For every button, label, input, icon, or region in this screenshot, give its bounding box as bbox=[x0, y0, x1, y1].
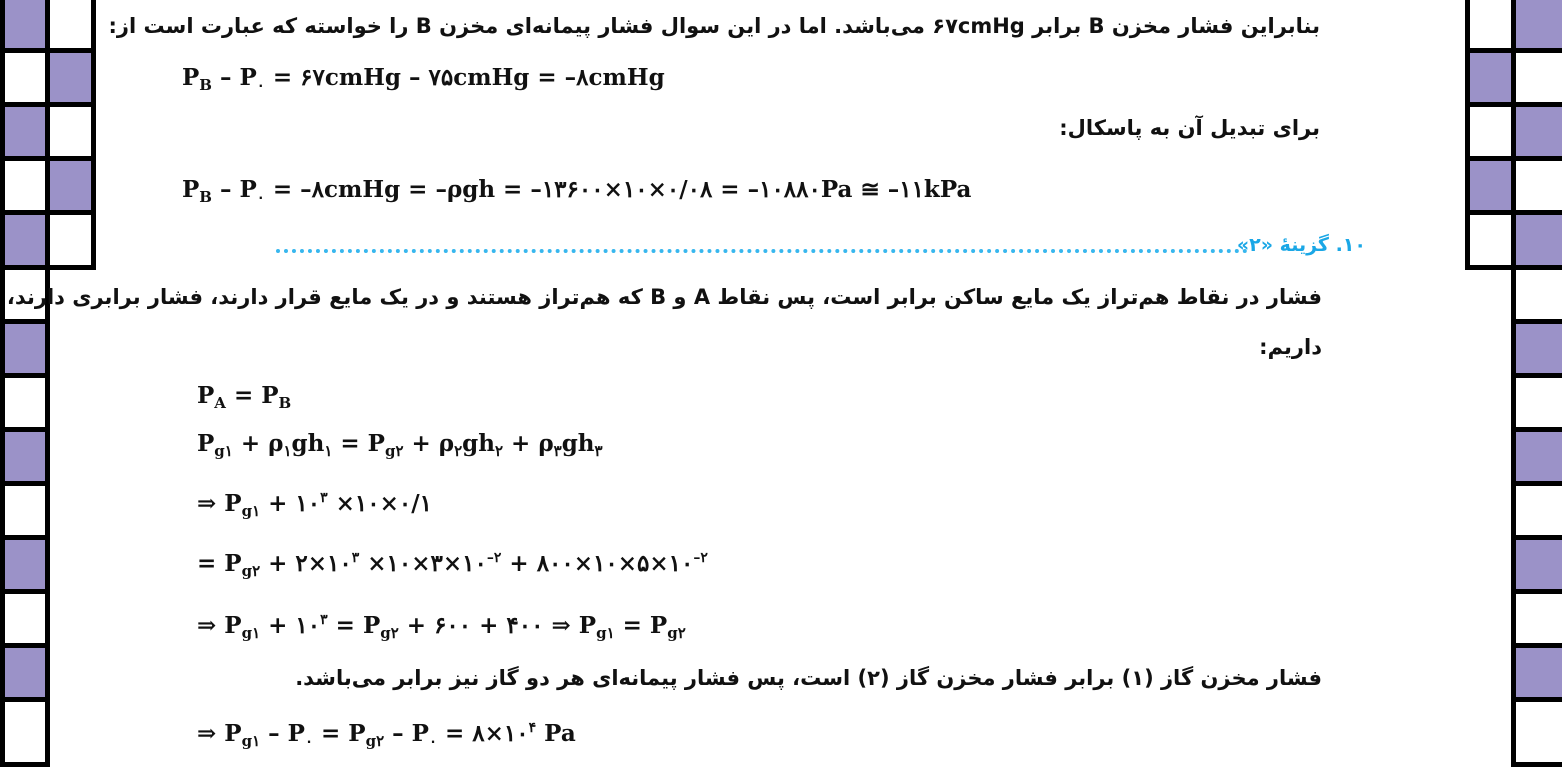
question-heading: ۱۰. گزینهٔ «۲» bbox=[1236, 234, 1366, 256]
paragraph-line: داریم: bbox=[1259, 335, 1322, 359]
equation-line: ⇒ $P_{g۱}$ + $۱۰^۳$ ×۱۰×۰/۱ bbox=[197, 490, 433, 520]
equation-line: ⇒ $P_{g۱}$ + $۱۰^۳ = P_{g۲}$ + ۶۰۰ + ۴۰۰ ⇒ $P_{g۱} = P_{g۲}$ bbox=[197, 612, 686, 642]
paragraph-line: فشار مخزن گاز (۱) برابر فشار مخزن گاز (۲) است، پس فشار پیمانه‌ای هر دو گاز نیز برابر می‌باشد. bbox=[295, 666, 1322, 690]
equation-line: ⇒ $P_{g۱} - P_۰ = P_{g۲} - P_۰$ = $۸\times ۱۰^۴$ Pa bbox=[197, 720, 576, 750]
heading-dotted-rule bbox=[276, 249, 1248, 253]
equation-line: $P_{g۱} + \rho_۱gh_۱ = P_{g۲} + \rho_۲gh_۲ + \rho_۳gh_۳$ bbox=[197, 430, 603, 460]
paragraph-line: بنابراین فشار مخزن B برابر ۶۷cmHg می‌باشد. اما در این سوال فشار پیمانه‌ای مخزن B را خواسته که عبارت است از: bbox=[108, 14, 1320, 38]
equation-line: = $P_{g۲}$ + $۲\times ۱۰^۳$ $\times ۱۰\times ۳\times ۱۰^{-۲}$ + $۸۰۰\times ۱۰\times ۵\times ۱۰^{-۲}$ bbox=[197, 550, 708, 580]
equation-pascal-conversion: $P_B - P_۰$ = –۸cmHg = –ρgh = –۱۳۶۰۰×۱۰×۰/۰۸ = –۱۰۸۸۰Pa ≅ –۱۱kPa bbox=[182, 176, 972, 206]
equation-line: $P_A = P_B$ bbox=[197, 382, 292, 412]
paragraph-line: برای تبدیل آن به پاسکال: bbox=[1059, 116, 1320, 140]
equation-gauge-pressure: $P_B - P_۰$ = ۶۷cmHg – ۷۵cmHg = –۸cmHg bbox=[182, 64, 665, 94]
paragraph-line: فشار در نقاط هم‌تراز یک مایع ساکن برابر است، پس نقاط A و B که هم‌تراز هستند و در یک مایع قرار دارند، فشار برابری دارند، bbox=[6, 285, 1322, 309]
